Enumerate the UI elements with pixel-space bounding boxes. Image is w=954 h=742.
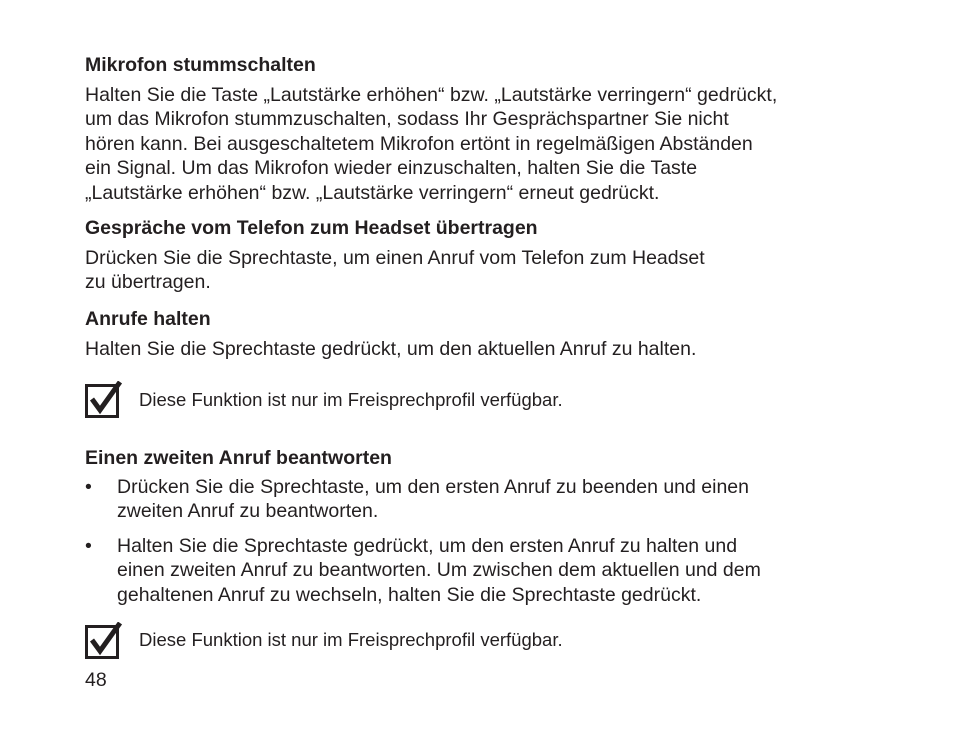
bullet-symbol: • [85,476,92,498]
page-number: 48 [85,669,107,691]
heading-mute: Mikrofon stummschalten [85,54,316,76]
paragraph-hold: Halten Sie die Sprechtaste gedrückt, um den aktuellen Anruf zu halten. [85,338,697,360]
checkbox-checked-icon [85,622,122,659]
paragraph-transfer: Drücken Sie die Sprechtaste, um einen Anruf vom Telefon zum Headset zu übertragen. [85,247,705,294]
heading-second-call: Einen zweiten Anruf beantworten [85,447,392,469]
note-text: Diese Funktion ist nur im Freisprechprofil verfügbar. [139,389,563,410]
note-text: Diese Funktion ist nur im Freisprechprofil verfügbar. [139,629,563,650]
checkbox-checked-icon [85,381,122,418]
bullet-symbol: • [85,535,92,557]
list-item-text: Drücken Sie die Sprechtaste, um den ersten Anruf zu beenden und einen zweiten Anruf zu beantworten. [117,476,749,523]
heading-hold: Anrufe halten [85,308,211,330]
paragraph-mute: Halten Sie die Taste „Lautstärke erhöhen“ bzw. „Lautstärke verringern“ gedrückt, um das Mikrofon stummzuschalten, sodass Ihr Gesprächspartner Sie nicht hören kann. Bei ausgeschaltetem Mikrofon ertönt in regelmäßigen Abständen ein Signal. Um das Mikrofon wieder einzuschalten, halten Sie die Taste „Lautstärke erhöhen“ bzw. „Lautstärke verringern“ erneut gedrückt. [85,84,778,204]
heading-transfer: Gespräche vom Telefon zum Headset übertragen [85,217,538,239]
list-item-text: Halten Sie die Sprechtaste gedrückt, um den ersten Anruf zu halten und einen zweiten Anruf zu beantworten. Um zwischen dem aktuellen und dem gehaltenen Anruf zu wechseln, halten Sie die Sprechtaste gedrückt. [117,535,761,606]
